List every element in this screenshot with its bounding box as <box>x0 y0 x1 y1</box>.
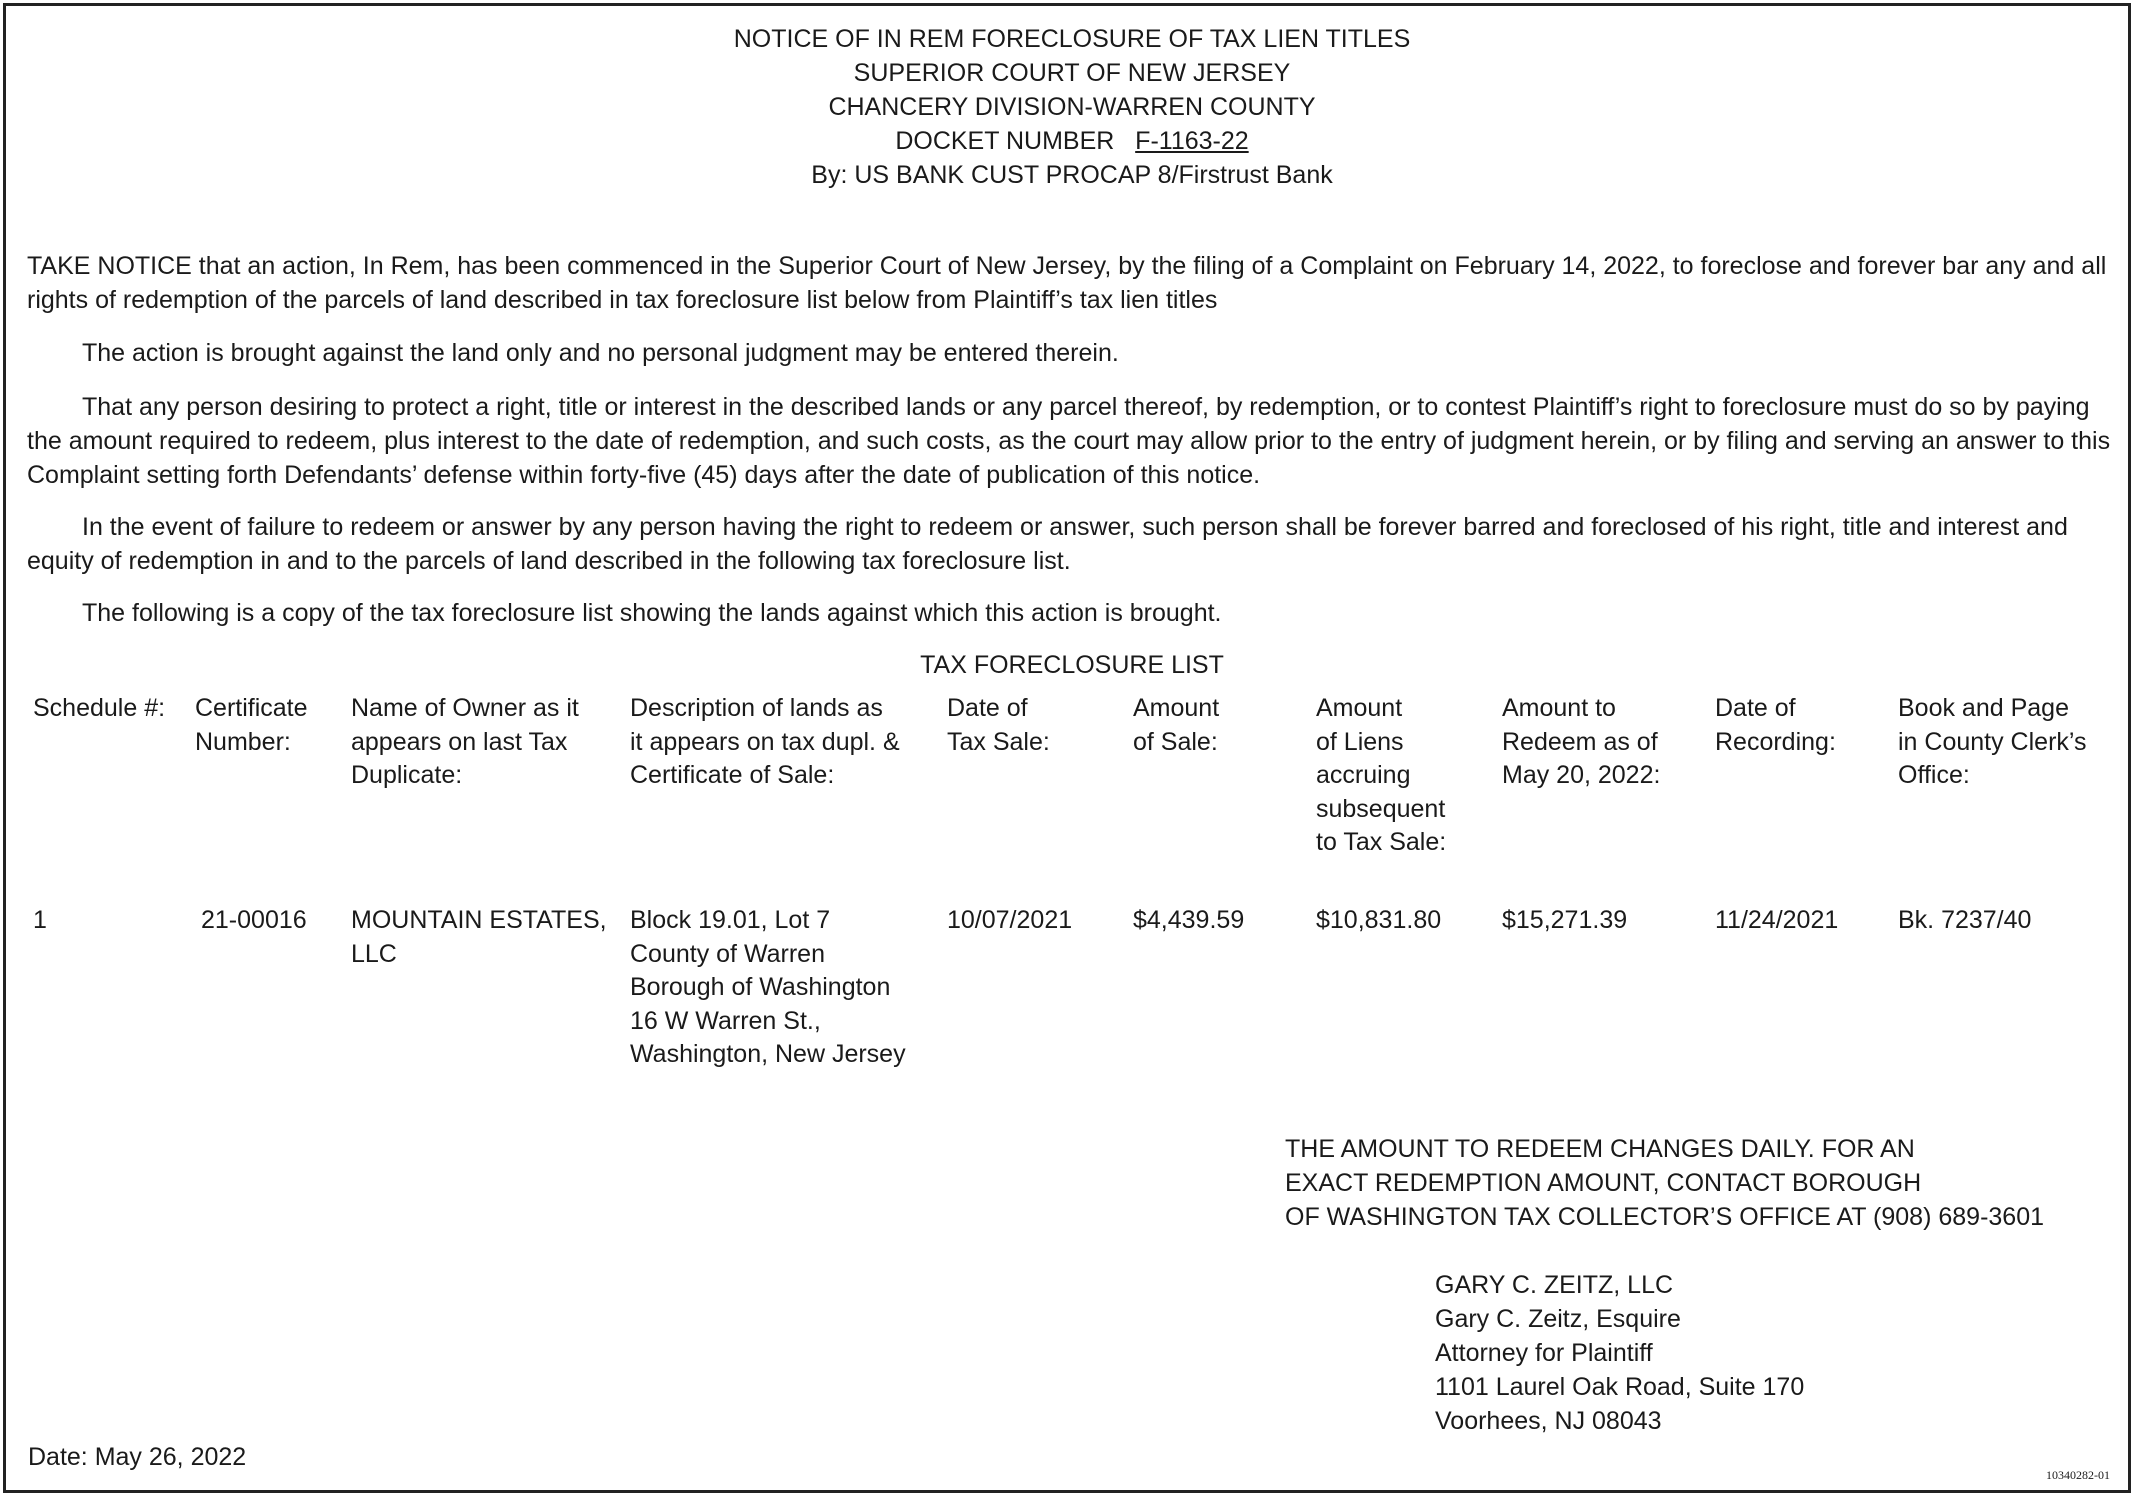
signature-address-line1: 1101 Laurel Oak Road, Suite 170 <box>1435 1373 1805 1401</box>
signature-firm: GARY C. ZEITZ, LLC <box>1435 1271 1674 1299</box>
signature-role: Attorney for Plaintiff <box>1435 1339 1653 1367</box>
paragraph-take-notice: TAKE NOTICE that an action, In Rem, has been commenced in the Superior Court of New Jersey, by the filing of a Complaint on February 14, 2022, to foreclose and forever bar any and all rights of redemption of the parcels of land described in tax foreclosure list below from Plaintiff’s tax lien titles <box>27 252 2107 314</box>
signature-name: Gary C. Zeitz, Esquire <box>1435 1305 1681 1333</box>
header-redeem-amount: Amount to Redeem as of May 20, 2022: <box>1502 694 1661 789</box>
plaintiff-line: By: US BANK CUST PROCAP 8/Firstrust Bank <box>811 161 1333 189</box>
row-recording-date: 11/24/2021 <box>1715 906 1839 934</box>
row-sale-amount: $4,439.59 <box>1133 906 1245 934</box>
docket-label: DOCKET NUMBER <box>895 127 1115 155</box>
row-redeem-amount: $15,271.39 <box>1502 906 1628 934</box>
row-description: Block 19.01, Lot 7 County of Warren Borough of Washington 16 W Warren St., Washington, New Jersey <box>630 906 906 1068</box>
header-book-page: Book and Page in County Clerk’s Office: <box>1898 694 2087 789</box>
notice-date: Date: May 26, 2022 <box>28 1443 247 1471</box>
notice-title: NOTICE OF IN REM FORECLOSURE OF TAX LIEN TITLES <box>733 25 1411 53</box>
row-tax-sale-date: 10/07/2021 <box>947 906 1073 934</box>
header-recording-date: Date of Recording: <box>1715 694 1836 756</box>
row-liens-amount: $10,831.80 <box>1316 906 1442 934</box>
header-liens-amount: Amount of Liens accruing subsequent to Tax Sale: <box>1316 694 1447 856</box>
paragraph-land-only: The action is brought against the land only and no personal judgment may be entered therein. <box>82 339 1119 367</box>
court-name: SUPERIOR COURT OF NEW JERSEY <box>853 59 1291 87</box>
row-owner: MOUNTAIN ESTATES, LLC <box>351 906 607 968</box>
row-certificate: 21-00016 <box>201 906 307 934</box>
paragraph-failure-to-redeem: In the event of failure to redeem or answer by any person having the right to redeem or answer, such person shall be forever barred and foreclosed of his right, title and interest and equity of redemption in and to the parcels of land described in the following tax foreclosure list. <box>27 513 2068 575</box>
header-schedule: Schedule #: <box>33 694 166 722</box>
docket-line <box>0 124 2138 158</box>
row-schedule: 1 <box>33 906 47 934</box>
tax-foreclosure-list-title: TAX FORECLOSURE LIST <box>920 651 1224 679</box>
division-name: CHANCERY DIVISION-WARREN COUNTY <box>828 93 1316 121</box>
paragraph-protect-right: That any person desiring to protect a right, title or interest in the described lands or any parcel thereof, by redemption, or to contest Plaintiff’s right to foreclosure must do so by paying the amount required to redeem, plus interest to the date of redemption, and such costs, as the court may allow prior to the entry of judgment herein, or by filing and serving an answer to this Complaint setting forth Defendants’ defense within forty-five (45) days after the date of publication of this notice. <box>27 393 2111 489</box>
signature-block <box>1435 1268 1804 1438</box>
paragraph-list-intro: The following is a copy of the tax foreclosure list showing the lands against which this action is brought. <box>82 599 1222 627</box>
docket-number: F-1163-22 <box>1135 127 1249 155</box>
signature-address-line2: Voorhees, NJ 08043 <box>1435 1407 1662 1435</box>
header-sale-amount: Amount of Sale: <box>1133 694 1220 756</box>
redeem-amount-note: THE AMOUNT TO REDEEM CHANGES DAILY. FOR AN EXACT REDEMPTION AMOUNT, CONTACT BOROUGH OF WASHINGTON TAX COLLECTOR’S OFFICE AT (908) 689-3601 <box>1285 1135 2045 1231</box>
notice-heading <box>0 22 2138 192</box>
header-description: Description of lands as it appears on tax dupl. & Certificate of Sale: <box>630 694 900 789</box>
header-tax-sale-date: Date of Tax Sale: <box>947 694 1050 756</box>
header-owner: Name of Owner as it appears on last Tax Duplicate: <box>351 694 579 789</box>
header-certificate: Certificate Number: <box>195 694 308 756</box>
row-book-page: Bk. 7237/40 <box>1898 906 2032 934</box>
ad-code: 10340282-01 <box>2046 1468 2110 1482</box>
